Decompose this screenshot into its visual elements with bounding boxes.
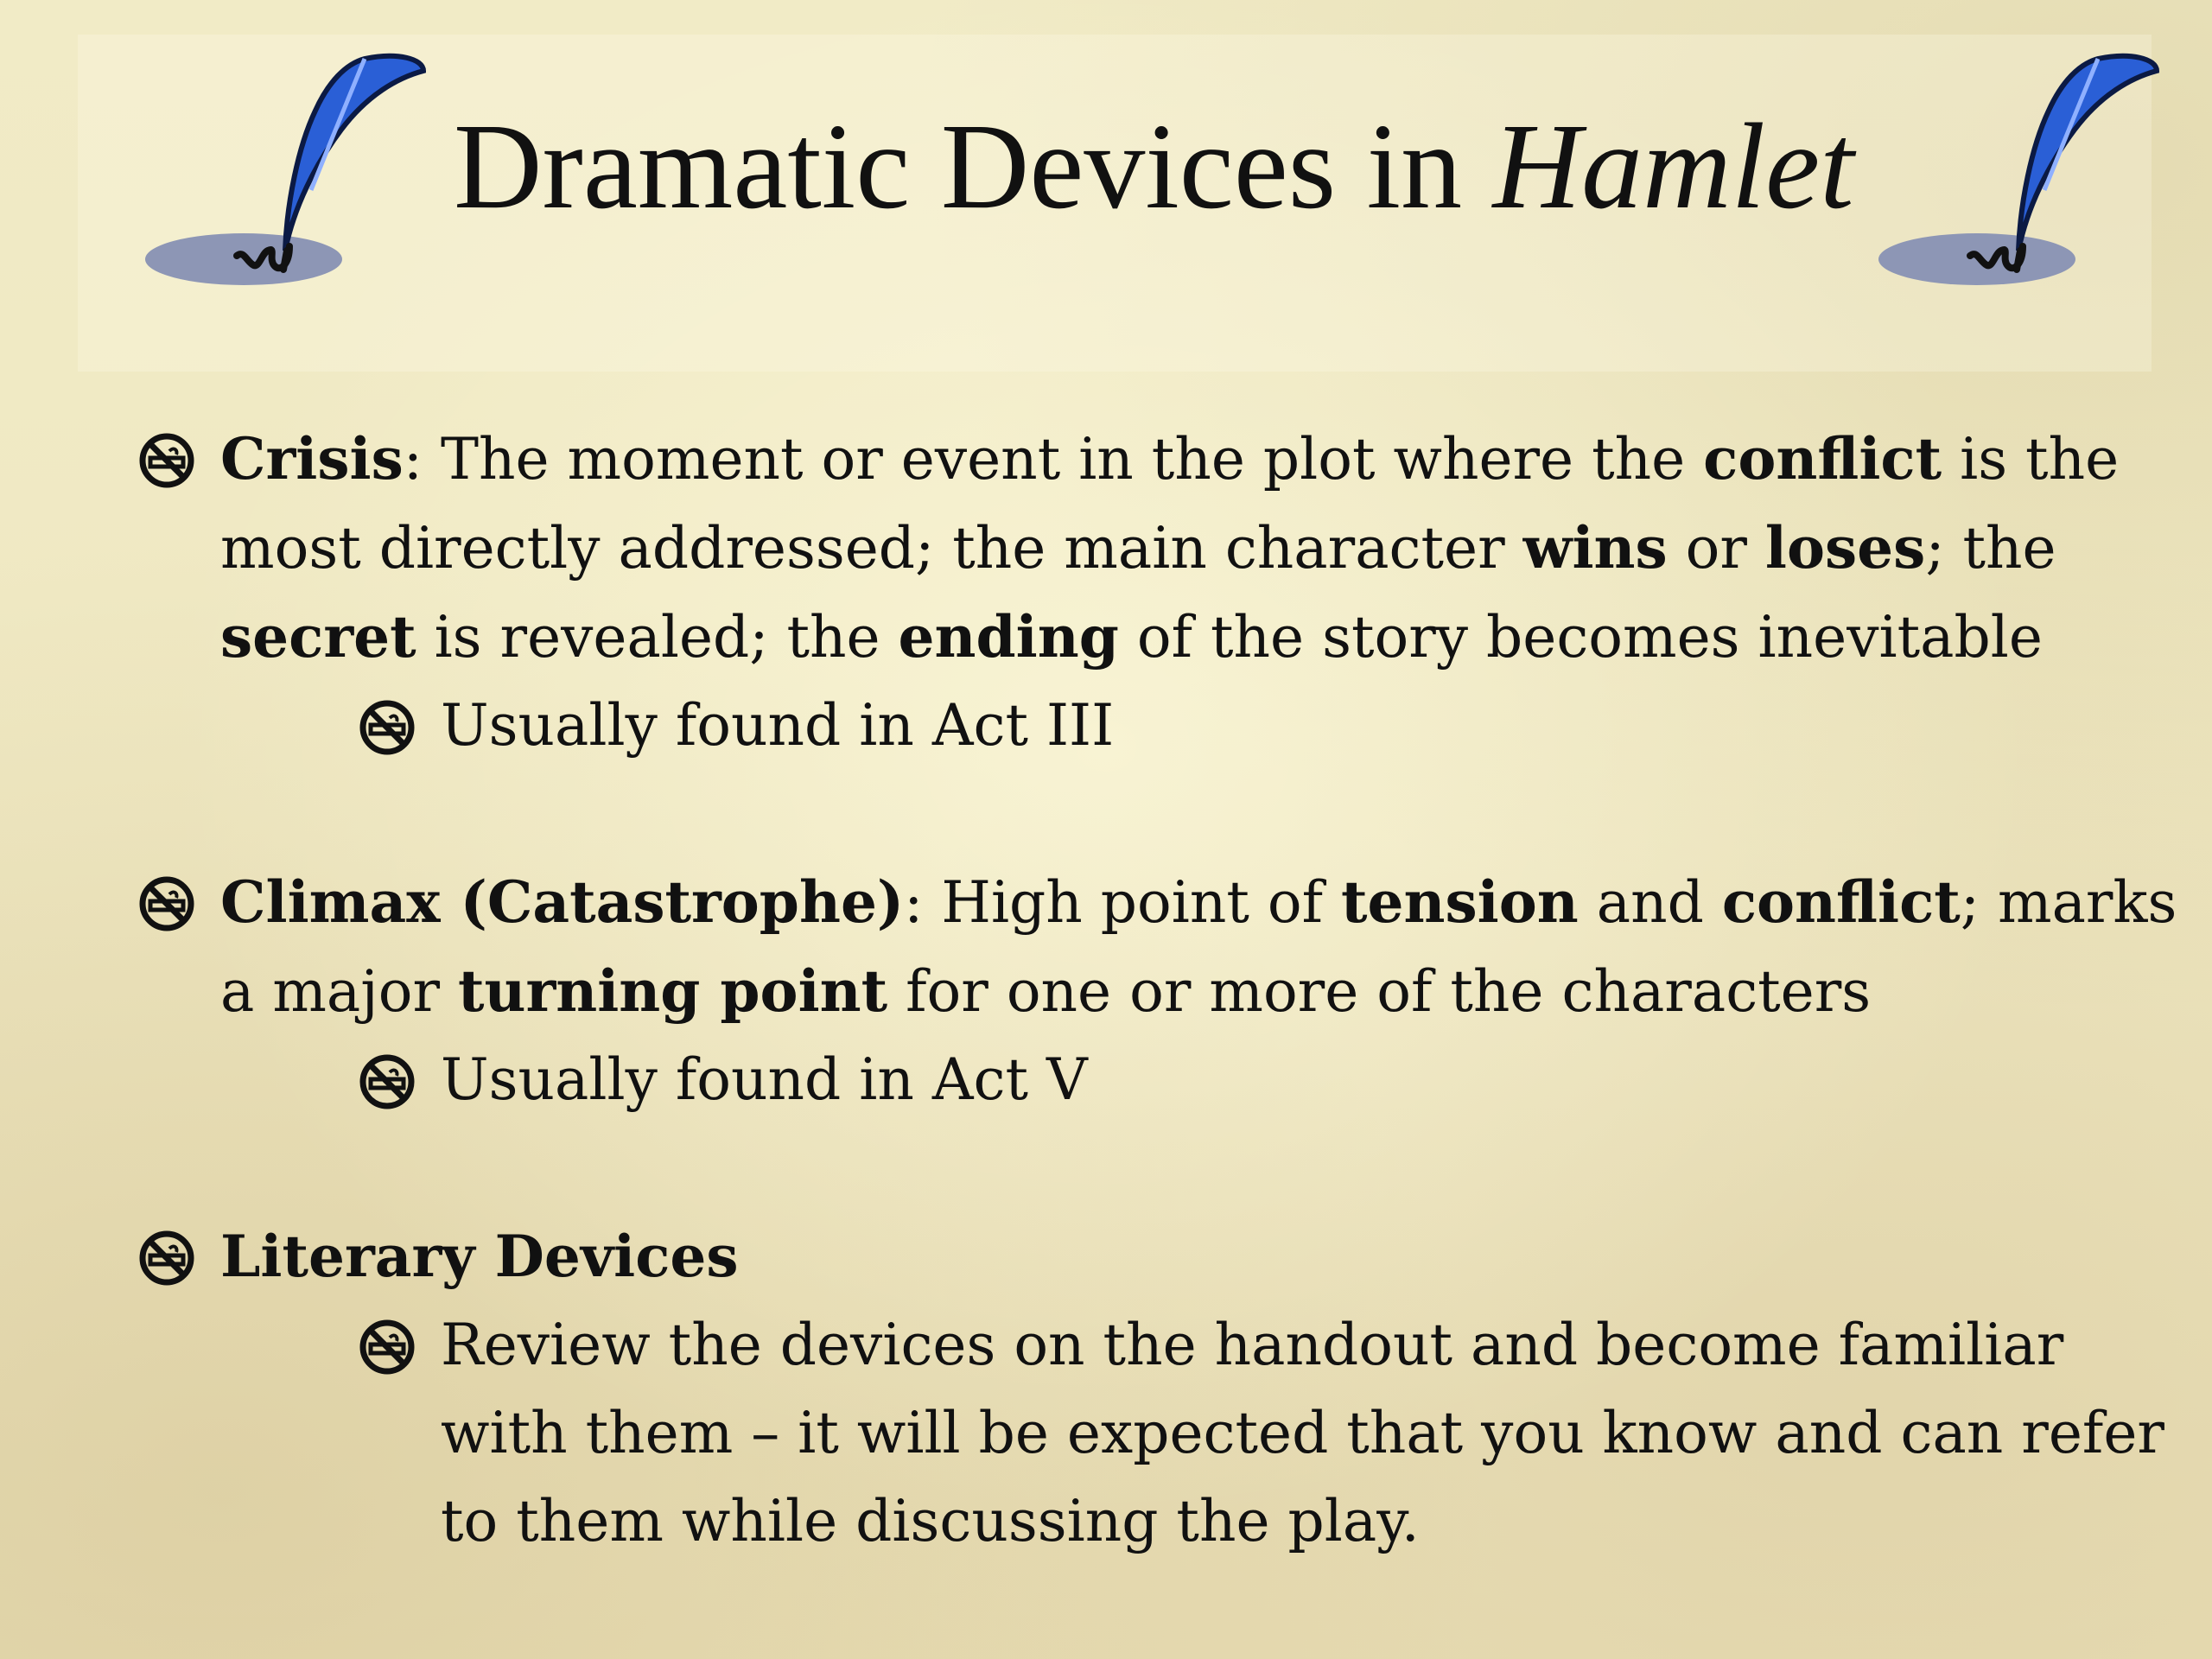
text-run: and xyxy=(1578,869,1722,936)
text-run: is revealed; the xyxy=(416,604,899,671)
text-run: ; the xyxy=(1925,515,2056,582)
bold-run: ending xyxy=(898,603,1119,671)
sub-item-text: Usually found in Act V xyxy=(441,1046,1088,1113)
text-run: or xyxy=(1667,515,1765,582)
title-main: Dramatic Devices in xyxy=(454,98,1493,234)
bold-run: wins xyxy=(1522,514,1668,582)
text-run: : The moment or event in the plot where the xyxy=(403,426,1704,493)
bold-run: secret xyxy=(220,603,416,671)
no-smoking-icon xyxy=(359,699,416,756)
bold-run: tension xyxy=(1341,868,1579,936)
no-smoking-icon xyxy=(359,1319,416,1376)
quill-inkwell-icon xyxy=(1872,43,2165,302)
bold-run: conflict xyxy=(1721,868,1961,936)
quill-inkwell-icon xyxy=(138,43,432,302)
page-title xyxy=(454,97,1854,235)
list-item-climax xyxy=(138,858,2195,1036)
no-smoking-icon xyxy=(138,432,195,489)
text-run: of the story becomes inevitable xyxy=(1118,604,2043,671)
text-run: is the most directly addressed; the main character xyxy=(220,426,2120,582)
sub-item-text: Usually found in Act III xyxy=(441,692,1115,759)
bold-run: loses xyxy=(1764,514,1926,582)
sub-item-literary-devices xyxy=(138,1301,2195,1566)
term-literary-devices: Literary Devices xyxy=(220,1223,739,1290)
text-run: : High point of xyxy=(904,869,1342,936)
no-smoking-icon xyxy=(138,875,195,932)
term-crisis: Crisis xyxy=(220,425,404,493)
list-item-crisis xyxy=(138,415,2195,682)
list-item-literary-devices xyxy=(138,1212,2195,1301)
bullet-list xyxy=(138,415,2195,1566)
sub-item-crisis xyxy=(138,682,2195,770)
sub-item-climax xyxy=(138,1036,2195,1124)
text-run: ; marks a major xyxy=(220,869,2177,1025)
no-smoking-icon xyxy=(138,1230,195,1287)
term-climax: Climax (Catastrophe) xyxy=(220,868,905,936)
bold-run: turning point xyxy=(458,957,888,1025)
bold-run: conflict xyxy=(1703,425,1942,493)
text-run: for one or more of the characters xyxy=(887,958,1872,1025)
no-smoking-icon xyxy=(359,1053,416,1110)
sub-item-text: Review the devices on the handout and become familiar with them – it will be expected that you know and can refer to them while discussing the play. xyxy=(441,1312,2164,1554)
title-italic: Hamlet xyxy=(1492,98,1854,234)
